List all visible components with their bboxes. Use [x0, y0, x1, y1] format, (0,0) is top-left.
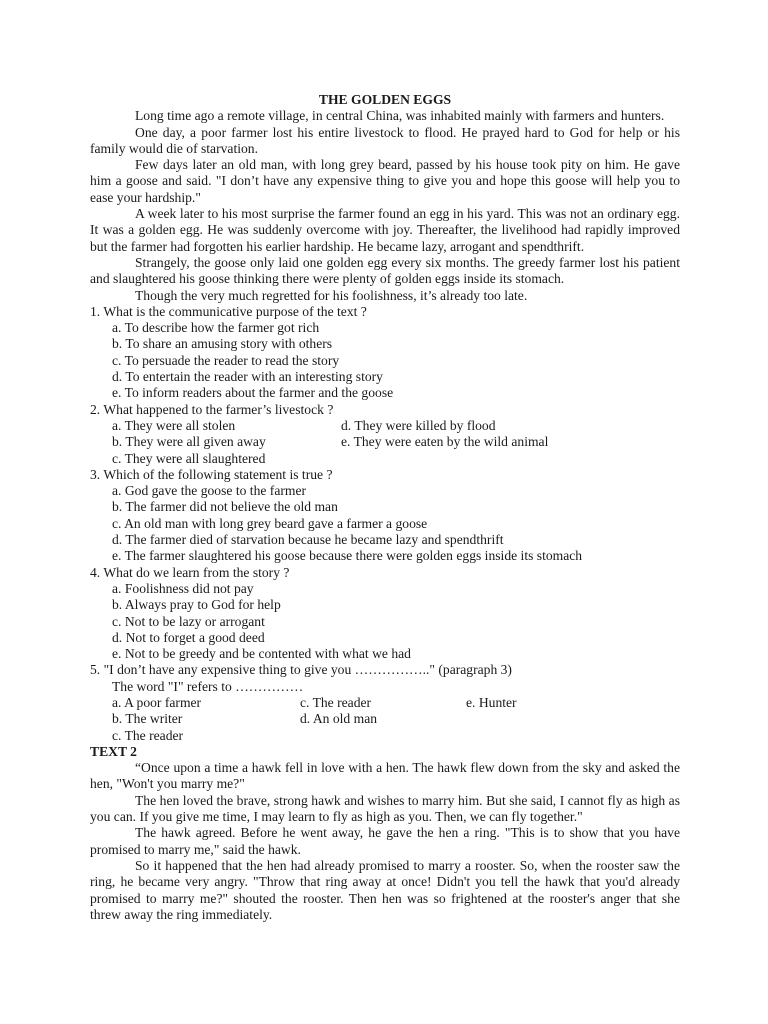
option: e. Not to be greedy and be contented with what we had	[112, 646, 411, 662]
text-2-paragraph: So it happened that the hen had already promised to marry a rooster. So, when the rooster saw the ring, he became very angry. "Throw that ring away at once! Didn't you tell the hawk that you'd already promised to marry me?" shouted the rooster. Then hen was so frightened at the rooster's anger that she threw away the ring immediately.	[90, 857, 680, 922]
question-2	[90, 402, 680, 467]
option: b. They were all given away	[112, 434, 266, 450]
worksheet-page	[90, 92, 680, 923]
question-text: 1. What is the communicative purpose of the text ?	[90, 303, 367, 319]
option: e. Hunter	[466, 694, 517, 710]
option: c. The reader	[300, 694, 372, 710]
option: d. They were killed by flood	[341, 417, 496, 433]
story-paragraph: Long time ago a remote village, in central China, was inhabited mainly with farmers and hunters.	[135, 108, 665, 124]
option: c. To persuade the reader to read the story	[112, 352, 340, 368]
question-5	[90, 662, 680, 743]
options-list	[112, 695, 680, 744]
option: d. To entertain the reader with an interesting story	[112, 369, 383, 385]
option: b. The farmer did not believe the old man	[112, 499, 338, 515]
question-3	[90, 467, 680, 565]
text-2-paragraph: “Once upon a time a hawk fell in love with a hen. The hawk flew down from the sky and asked the hen, "Won't you marry me?"	[90, 760, 680, 792]
option: c. Not to be lazy or arrogant	[112, 613, 265, 629]
text-2-paragraph: The hawk agreed. Before he went away, he gave the hen a ring. "This is to show that you have promised to marry me," said the hawk.	[90, 825, 680, 857]
question-text: 2. What happened to the farmer’s livestock ?	[90, 401, 334, 417]
option: e. To inform readers about the farmer and the goose	[112, 385, 394, 401]
options-list	[112, 483, 680, 564]
option: a. A poor farmer	[112, 694, 202, 710]
question-text: 5. "I don’t have any expensive thing to give you …………….." (paragraph 3)	[90, 662, 512, 678]
options-list	[112, 320, 680, 401]
option: c. An old man with long grey beard gave a farmer a goose	[112, 515, 428, 531]
story-body	[90, 108, 680, 304]
option: b. Always pray to God for help	[112, 597, 281, 613]
question-4	[90, 565, 680, 663]
option: b. To share an amusing story with others	[112, 336, 333, 352]
text-2-heading: TEXT 2	[90, 743, 137, 759]
option: d. The farmer died of starvation because he became lazy and spendthrift	[112, 532, 504, 548]
text-2-paragraph: The hen loved the brave, strong hawk and wishes to marry him. But she said, I cannot fly as high as you can. If you give me time, I may learn to fly as high as you. Then, we can fly together."	[90, 792, 680, 825]
text-2-body	[90, 760, 680, 923]
question-text: 3. Which of the following statement is true ?	[90, 466, 333, 482]
option: d. Not to forget a good deed	[112, 629, 265, 645]
question-subtext: The word "I" refers to ……………	[112, 678, 304, 694]
option: a. God gave the goose to the farmer	[112, 483, 307, 499]
option: c. The reader	[112, 727, 184, 743]
question-1	[90, 304, 680, 402]
option: b. The writer	[112, 711, 183, 727]
option: a. To describe how the farmer got rich	[112, 320, 320, 336]
option: d. An old man	[300, 711, 378, 727]
option: a. They were all stolen	[112, 417, 236, 433]
story-paragraph: Strangely, the goose only laid one golden egg every six months. The greedy farmer lost his patient and slaughtered his goose thinking there were plenty of golden eggs inside its stomach.	[90, 254, 680, 287]
story-paragraph: Though the very much regretted for his foolishness, it’s already too late.	[135, 287, 528, 303]
question-text: 4. What do we learn from the story ?	[90, 564, 290, 580]
story-title: THE GOLDEN EGGS	[318, 92, 452, 107]
options-list	[112, 418, 680, 467]
story-paragraph: One day, a poor farmer lost his entire livestock to flood. He prayed hard to God for help or his family would die of starvation.	[90, 124, 680, 156]
option: e. They were eaten by the wild animal	[341, 434, 549, 450]
story-paragraph: A week later to his most surprise the farmer found an egg in his yard. This was not an ordinary egg. It was a golden egg. He was suddenly overcome with joy. Thereafter, the livelihood had rapidly improved but the farmer had forgotten his earlier hardship. He became lazy, arrogant and spendthrift.	[90, 206, 680, 254]
options-list	[112, 581, 680, 662]
option: e. The farmer slaughtered his goose because there were golden eggs inside its stomach	[112, 548, 583, 564]
option: a. Foolishness did not pay	[112, 580, 254, 596]
story-paragraph: Few days later an old man, with long grey beard, passed by his house took pity on him. He gave him a goose and said. "I don’t have any expensive thing to give you and hope this goose will help you to ease your hardship."	[90, 157, 680, 205]
option: c. They were all slaughtered	[112, 450, 266, 466]
